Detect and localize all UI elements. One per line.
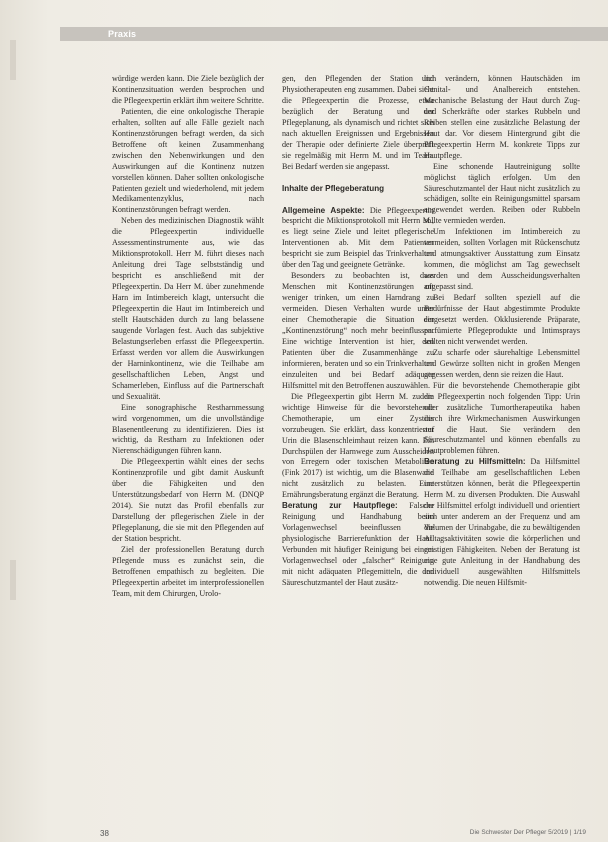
text-column-3 xyxy=(424,74,580,589)
page-number: 38 xyxy=(100,829,109,838)
scan-edge-mark xyxy=(10,40,16,80)
paragraph: Zu scharfe oder säurehaltige Lebensmittel und Gewürze sollten nicht in großen Mengen gegessen werden, denn sie reizen die Haut. xyxy=(424,347,580,379)
paragraph: Um Infektionen im Intimbereich zu vermeiden, sollten Vorlagen mit Rückenschutz und atmungsaktiver Ausstattung zum Einsatz kommen, die möglichst am Tag gewechselt werden und dem Ausscheidungsverhalten angepasst sind. xyxy=(424,227,580,292)
paragraph-body: Falsche Reinigung und Handhabung beim Vorlagenwechsel beeinflussen die physiologische Barrierefunktion der Haut. Verbunden mit häufiger Reinigung bei einem Vorlagenwechsel oder „falscher“ Reinigung mit nicht adäquaten Pflegemitteln, die den Säureschutzmantel der Haut zusätz- xyxy=(282,501,435,587)
paragraph-with-lead xyxy=(424,457,580,588)
paragraph: Für die bevorstehende Chemotherapie gibt die Pflegeexpertin noch folgenden Tipp: Urin oder zusätzliche Tumortherapeutika haben durch ihre Wirkmechanismen Auswirkungen auf die Haut. Sie verändern den Säureschutzmantel und können ebenfalls zu Hautproblemen führen. xyxy=(424,380,580,456)
section-label: Praxis xyxy=(108,29,137,39)
section-header-bar xyxy=(60,27,608,41)
paragraph-lead: Beratung zu Hilfsmitteln: xyxy=(424,457,526,467)
paragraph: Ziel der professionellen Beratung durch Pflegende muss es zunächst sein, die Betroffenen empathisch zu begleiten. Die Pflegeexpertin arbeitet im interprofessionellen Team, mit dem Chirurgen, Urolo- xyxy=(112,544,264,598)
paragraph: würdige werden kann. Die Ziele bezüglich der Kontinenzsituation werden besprochen und die Pflegeexpertin erklärt ihm weitere Schritte. xyxy=(112,74,264,105)
paragraph-body: Die Pflegeexpertin bespricht die Miktionsprotokoll mit Herrn M., es liegt seine Ziele und leitet pflegerische Interventionen ab. Mit dem Patienten bespricht sie zum Beispiel das Trinkverhalten über den Tag und geeignete Getränke. xyxy=(282,205,434,270)
paragraph: gen, den Pflegenden der Station und Physiotherapeuten eng zusammen. Dabei sieht die Pflegeexpertin die Prozesse, etwa bezüglich der Beratung und der Pflegeplanung, als dynamisch und richtet sich nach aktuellen Ereignissen und Ergebnissen der Therapie oder definierte Ziele überprüft sie regelmäßig mit Herrn M. und im Team. Bei Bedarf werden sie angepasst. xyxy=(282,74,434,171)
scan-edge-mark xyxy=(10,560,16,600)
paragraph: Patienten, die eine onkologische Therapie erhalten, sollten auf alle Fälle gezielt nach Kontinenzstörungen befragt werden, da sich Betroffene oft keinen Zusammenhang zwischen den Nebenwirkungen und den Auswirkungen auf die Kontinenz nutzen vorstellen können. Daher sollten onkologische Patienten gezielt und wiederholend, mit jedem Medikamentenzyklus, nach Kontinenzstörungen befragt werden. xyxy=(112,106,264,215)
journal-footer: Die Schwester Der Pfleger 5/2019 | 1/19 xyxy=(469,829,586,836)
paragraph: Bei Bedarf sollten speziell auf die Bedürfnisse der Haut abgestimmte Produkte eingesetzt werden. Okklusierende Präparate, parfümierte Pflegeprodukte und Intimsprays sollten nicht verwendet werden. xyxy=(424,293,580,346)
paragraph: lich verändern, können Hautschäden im Genital- und Analbereich entstehen. Mechanische Belastung der Haut durch Zug- und Scherkräfte oder starkes Rubbeln und Reiben stellen eine zusätzliche Belastung der Haut dar. Vor diesem Hintergrund gibt die Pflegeexpertin Herrn M. konkrete Tipps zur Hautpflege. xyxy=(424,74,580,160)
paragraph: Eine sonographische Restharnmessung wird vorgenommen, um die unvollständige Blasenentleerung zu identifizieren. Dies ist wichtig, da Restharn zu Infektionen oder Nierenschädigungen führen kann. xyxy=(112,402,264,456)
subheading: Inhalte der Pflegeberatung xyxy=(282,183,385,193)
paragraph: Eine schonende Hautreinigung sollte möglichst täglich erfolgen. Um den Säureschutzmantel der Haut nicht zusätzlich zu schädigen, sollte ein Reinigungsmittel sparsam angewendet werden. Reiben oder Rubbeln sollte vermieden werden. xyxy=(424,161,580,226)
paragraph: Neben des medizinischen Diagnostik wählt die Pflegeexpertin individuelle Assessmentinstrumente aus, wie das Miktionsprotokoll. Herr M. führt dieses nach Anleitung drei Tage selbstständig und bespricht es anschließend mit der Pflegeexpertin. Da Herr M. über zunehmende Harn im Intimbereich klagt, untersucht die Pflegeexpertin die Haut im Intimbereich und stellt Hautschäden durch zu lang belassene saugende Vorlagen fest. Auch das subjektive Belastungserleben erfasst die Pflegeexpertin. Erfasst werden vor allem die Auswirkungen der Harninkontinenz, wie die Teilhabe am gesellschaftlichen Leben, Angst und Schamerleben, Einfluss auf die Partnerschaft und Sexualität. xyxy=(112,216,264,401)
text-column-2 xyxy=(282,74,434,589)
paragraph-with-lead xyxy=(282,501,434,589)
paragraph-body: Da Hilfsmittel die Teilhabe am gesellschaftlichen Leben unterstützen können, berät die Pflegeexpertin Herrn M. zu diversen Produkten. Die Auswahl der Hilfsmittel erfolgt individuell und orientiert sich unter anderem an der Frequenz und am Volumen der Urinabgabe, die zu bewältigenden Alltagsaktivitäten sowie die körperlichen und geistigen Fähigkeiten. Neben der Beratung ist eine gute Anleitung in der Handhabung des individuell ausgewählten Hilfsmittels notwendig. Die neuen Hilfsmit- xyxy=(424,457,580,587)
paragraph: Die Pflegeexpertin wählt eines der sechs Kontinenzprofile und gibt damit Auskunft über die Fähigkeiten und den Unterstützungsbedarf von Herrn M. (DNQP 2014). Sie nutzt das Profil ebenfalls zur Darstellung der pflegerischen Ziele in der Pflegeplanung, die sie mit den Pflegenden auf der Station bespricht. xyxy=(112,457,264,544)
text-column-1 xyxy=(112,74,264,600)
paragraph-lead: Beratung zur Hautpflege: xyxy=(282,501,398,511)
paragraph-lead: Allgemeine Aspekte: xyxy=(282,205,365,215)
paragraph: Besonders zu beobachten ist, dass Menschen mit Kontinenzstörungen oft weniger trinken, um einen Harndrang zu vermeiden. Diesen Verhalten wurde unter einer Chemotherapie die Situation der „Kontinenzstörung“ noch mehr beeinflussen. Eine wichtige Intervention ist hier, den Patienten über die Zusammenhänge zu informieren, beraten und so ein Trinkverhalten einzuleiten und bei Bedarf adäquate Hilfsmittel mit den Betroffenen auszuwählen. xyxy=(282,271,434,390)
paragraph: Die Pflegeexpertin gibt Herrn M. zudem wichtige Hinweise für die bevorstehende Chemotherapie, um einer Zystitis vorzubeugen. Sie erklärt, dass konzentrierter Urin die Blasenschleimhaut reizen kann. Ein Durchspülen der Harnwege zum Ausscheiden von Erregern oder toxischen Metaboliten (Fink 2017) ist wichtig, um die Blasenwand nicht zusätzlich zu belasten. Eine Ernährungsberatung ergänzt die Beratung. xyxy=(282,391,434,500)
paragraph-with-lead xyxy=(282,206,434,272)
